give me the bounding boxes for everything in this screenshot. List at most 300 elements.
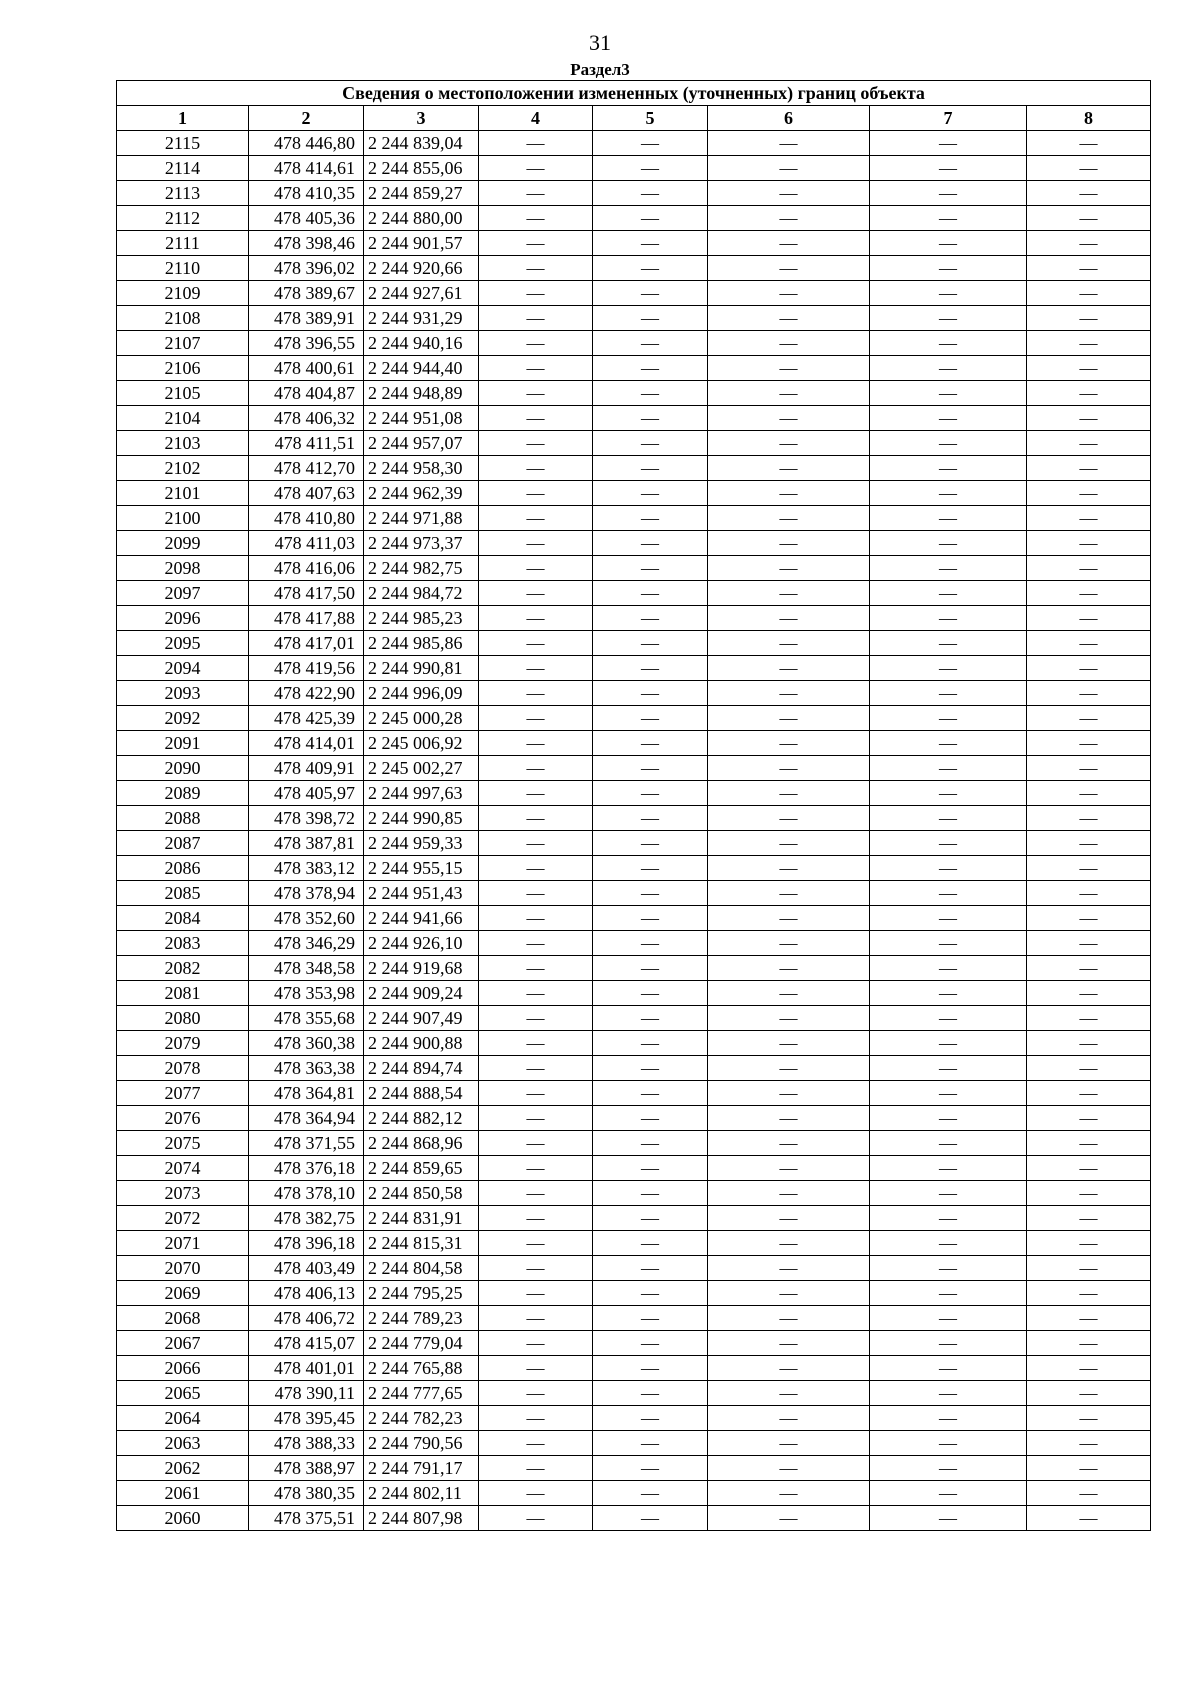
empty-dash-cell: —	[479, 331, 593, 356]
table-row	[117, 1406, 1151, 1431]
point-number-cell: 2070	[117, 1256, 249, 1281]
y-coordinate-cell: 2 244 997,63	[364, 781, 479, 806]
empty-dash-cell: —	[870, 1331, 1027, 1356]
point-number-cell: 2068	[117, 1306, 249, 1331]
x-coordinate-cell: 478 396,02	[249, 256, 364, 281]
empty-dash-cell: —	[1027, 856, 1151, 881]
table-row	[117, 156, 1151, 181]
empty-dash-cell: —	[708, 306, 870, 331]
point-number-cell: 2109	[117, 281, 249, 306]
empty-dash-cell: —	[708, 731, 870, 756]
column-header: 2	[249, 106, 364, 131]
column-header: 4	[479, 106, 593, 131]
empty-dash-cell: —	[1027, 1406, 1151, 1431]
empty-dash-cell: —	[479, 1331, 593, 1356]
empty-dash-cell: —	[708, 681, 870, 706]
y-coordinate-cell: 2 244 789,23	[364, 1306, 479, 1331]
x-coordinate-cell: 478 401,01	[249, 1356, 364, 1381]
y-coordinate-cell: 2 244 888,54	[364, 1081, 479, 1106]
empty-dash-cell: —	[870, 1156, 1027, 1181]
y-coordinate-cell: 2 245 006,92	[364, 731, 479, 756]
empty-dash-cell: —	[479, 356, 593, 381]
y-coordinate-cell: 2 244 985,23	[364, 606, 479, 631]
table-row	[117, 931, 1151, 956]
y-coordinate-cell: 2 244 941,66	[364, 906, 479, 931]
x-coordinate-cell: 478 406,13	[249, 1281, 364, 1306]
empty-dash-cell: —	[1027, 431, 1151, 456]
x-coordinate-cell: 478 364,94	[249, 1106, 364, 1131]
table-row	[117, 181, 1151, 206]
empty-dash-cell: —	[593, 656, 708, 681]
empty-dash-cell: —	[1027, 781, 1151, 806]
y-coordinate-cell: 2 244 982,75	[364, 556, 479, 581]
y-coordinate-cell: 2 244 990,81	[364, 656, 479, 681]
x-coordinate-cell: 478 417,88	[249, 606, 364, 631]
empty-dash-cell: —	[870, 1106, 1027, 1131]
x-coordinate-cell: 478 407,63	[249, 481, 364, 506]
table-row	[117, 606, 1151, 631]
point-number-cell: 2093	[117, 681, 249, 706]
x-coordinate-cell: 478 417,50	[249, 581, 364, 606]
empty-dash-cell: —	[708, 481, 870, 506]
empty-dash-cell: —	[1027, 306, 1151, 331]
y-coordinate-cell: 2 244 959,33	[364, 831, 479, 856]
point-number-cell: 2085	[117, 881, 249, 906]
empty-dash-cell: —	[870, 431, 1027, 456]
empty-dash-cell: —	[479, 1181, 593, 1206]
x-coordinate-cell: 478 415,07	[249, 1331, 364, 1356]
table-row	[117, 1306, 1151, 1331]
x-coordinate-cell: 478 425,39	[249, 706, 364, 731]
empty-dash-cell: —	[479, 1006, 593, 1031]
empty-dash-cell: —	[1027, 1481, 1151, 1506]
x-coordinate-cell: 478 375,51	[249, 1506, 364, 1531]
x-coordinate-cell: 478 422,90	[249, 681, 364, 706]
y-coordinate-cell: 2 244 790,56	[364, 1431, 479, 1456]
empty-dash-cell: —	[870, 531, 1027, 556]
empty-dash-cell: —	[593, 1431, 708, 1456]
empty-dash-cell: —	[708, 331, 870, 356]
y-coordinate-cell: 2 244 868,96	[364, 1131, 479, 1156]
empty-dash-cell: —	[593, 806, 708, 831]
x-coordinate-cell: 478 371,55	[249, 1131, 364, 1156]
empty-dash-cell: —	[870, 406, 1027, 431]
empty-dash-cell: —	[870, 1456, 1027, 1481]
empty-dash-cell: —	[870, 681, 1027, 706]
point-number-cell: 2096	[117, 606, 249, 631]
y-coordinate-cell: 2 245 000,28	[364, 706, 479, 731]
empty-dash-cell: —	[593, 1081, 708, 1106]
empty-dash-cell: —	[479, 1206, 593, 1231]
empty-dash-cell: —	[593, 1106, 708, 1131]
empty-dash-cell: —	[870, 956, 1027, 981]
x-coordinate-cell: 478 405,97	[249, 781, 364, 806]
x-coordinate-cell: 478 353,98	[249, 981, 364, 1006]
table-row	[117, 1081, 1151, 1106]
table-body	[117, 131, 1151, 1531]
point-number-cell: 2091	[117, 731, 249, 756]
point-number-cell: 2080	[117, 1006, 249, 1031]
empty-dash-cell: —	[870, 1506, 1027, 1531]
table-row	[117, 1506, 1151, 1531]
empty-dash-cell: —	[479, 1031, 593, 1056]
empty-dash-cell: —	[708, 931, 870, 956]
empty-dash-cell: —	[1027, 1256, 1151, 1281]
table-row	[117, 906, 1151, 931]
empty-dash-cell: —	[479, 531, 593, 556]
empty-dash-cell: —	[708, 1381, 870, 1406]
point-number-cell: 2067	[117, 1331, 249, 1356]
point-number-cell: 2075	[117, 1131, 249, 1156]
empty-dash-cell: —	[479, 856, 593, 881]
table-row	[117, 506, 1151, 531]
empty-dash-cell: —	[1027, 331, 1151, 356]
empty-dash-cell: —	[1027, 756, 1151, 781]
empty-dash-cell: —	[593, 1181, 708, 1206]
table-row	[117, 831, 1151, 856]
y-coordinate-cell: 2 244 802,11	[364, 1481, 479, 1506]
table-row	[117, 956, 1151, 981]
y-coordinate-cell: 2 244 855,06	[364, 156, 479, 181]
y-coordinate-cell: 2 244 894,74	[364, 1056, 479, 1081]
empty-dash-cell: —	[870, 481, 1027, 506]
y-coordinate-cell: 2 244 795,25	[364, 1281, 479, 1306]
x-coordinate-cell: 478 404,87	[249, 381, 364, 406]
table-row	[117, 581, 1151, 606]
table-row	[117, 331, 1151, 356]
empty-dash-cell: —	[870, 1006, 1027, 1031]
table-row	[117, 231, 1151, 256]
table-row	[117, 356, 1151, 381]
y-coordinate-cell: 2 244 807,98	[364, 1506, 479, 1531]
empty-dash-cell: —	[870, 1356, 1027, 1381]
empty-dash-cell: —	[1027, 1381, 1151, 1406]
point-number-cell: 2097	[117, 581, 249, 606]
empty-dash-cell: —	[870, 356, 1027, 381]
empty-dash-cell: —	[870, 1131, 1027, 1156]
point-number-cell: 2100	[117, 506, 249, 531]
table-row	[117, 556, 1151, 581]
x-coordinate-cell: 478 387,81	[249, 831, 364, 856]
x-coordinate-cell: 478 383,12	[249, 856, 364, 881]
table-row	[117, 781, 1151, 806]
table-row	[117, 981, 1151, 1006]
table-row	[117, 1206, 1151, 1231]
table-row	[117, 531, 1151, 556]
column-header: 6	[708, 106, 870, 131]
empty-dash-cell: —	[870, 656, 1027, 681]
empty-dash-cell: —	[1027, 881, 1151, 906]
y-coordinate-cell: 2 244 944,40	[364, 356, 479, 381]
point-number-cell: 2105	[117, 381, 249, 406]
empty-dash-cell: —	[593, 1306, 708, 1331]
y-coordinate-cell: 2 244 984,72	[364, 581, 479, 606]
empty-dash-cell: —	[870, 1081, 1027, 1106]
point-number-cell: 2087	[117, 831, 249, 856]
table-row	[117, 1156, 1151, 1181]
empty-dash-cell: —	[1027, 1156, 1151, 1181]
empty-dash-cell: —	[1027, 831, 1151, 856]
table-row	[117, 1356, 1151, 1381]
empty-dash-cell: —	[593, 156, 708, 181]
empty-dash-cell: —	[708, 131, 870, 156]
empty-dash-cell: —	[708, 1056, 870, 1081]
empty-dash-cell: —	[708, 831, 870, 856]
x-coordinate-cell: 478 406,72	[249, 1306, 364, 1331]
point-number-cell: 2101	[117, 481, 249, 506]
point-number-cell: 2072	[117, 1206, 249, 1231]
x-coordinate-cell: 478 405,36	[249, 206, 364, 231]
table-row	[117, 756, 1151, 781]
empty-dash-cell: —	[708, 431, 870, 456]
table-row	[117, 631, 1151, 656]
caption-row	[117, 81, 1151, 106]
empty-dash-cell: —	[870, 181, 1027, 206]
y-coordinate-cell: 2 244 996,09	[364, 681, 479, 706]
point-number-cell: 2060	[117, 1506, 249, 1531]
empty-dash-cell: —	[1027, 806, 1151, 831]
x-coordinate-cell: 478 360,38	[249, 1031, 364, 1056]
y-coordinate-cell: 2 244 957,07	[364, 431, 479, 456]
empty-dash-cell: —	[708, 1256, 870, 1281]
empty-dash-cell: —	[479, 481, 593, 506]
empty-dash-cell: —	[708, 456, 870, 481]
empty-dash-cell: —	[708, 956, 870, 981]
table-row	[117, 1031, 1151, 1056]
x-coordinate-cell: 478 414,61	[249, 156, 364, 181]
empty-dash-cell: —	[1027, 931, 1151, 956]
empty-dash-cell: —	[1027, 681, 1151, 706]
point-number-cell: 2086	[117, 856, 249, 881]
empty-dash-cell: —	[593, 356, 708, 381]
empty-dash-cell: —	[708, 881, 870, 906]
point-number-cell: 2064	[117, 1406, 249, 1431]
y-coordinate-cell: 2 244 900,88	[364, 1031, 479, 1056]
empty-dash-cell: —	[708, 981, 870, 1006]
empty-dash-cell: —	[708, 1281, 870, 1306]
empty-dash-cell: —	[479, 456, 593, 481]
x-coordinate-cell: 478 395,45	[249, 1406, 364, 1431]
empty-dash-cell: —	[870, 1281, 1027, 1306]
y-coordinate-cell: 2 244 850,58	[364, 1181, 479, 1206]
point-number-cell: 2111	[117, 231, 249, 256]
y-coordinate-cell: 2 245 002,27	[364, 756, 479, 781]
table-caption: Сведения о местоположении измененных (уточненных) границ объекта	[117, 81, 1151, 106]
empty-dash-cell: —	[870, 1181, 1027, 1206]
empty-dash-cell: —	[479, 556, 593, 581]
point-number-cell: 2066	[117, 1356, 249, 1381]
y-coordinate-cell: 2 244 951,43	[364, 881, 479, 906]
empty-dash-cell: —	[593, 131, 708, 156]
point-number-cell: 2079	[117, 1031, 249, 1056]
point-number-cell: 2062	[117, 1456, 249, 1481]
empty-dash-cell: —	[1027, 1506, 1151, 1531]
empty-dash-cell: —	[708, 1331, 870, 1356]
empty-dash-cell: —	[1027, 1181, 1151, 1206]
empty-dash-cell: —	[593, 256, 708, 281]
empty-dash-cell: —	[479, 1081, 593, 1106]
empty-dash-cell: —	[593, 1131, 708, 1156]
empty-dash-cell: —	[708, 781, 870, 806]
empty-dash-cell: —	[1027, 281, 1151, 306]
point-number-cell: 2073	[117, 1181, 249, 1206]
empty-dash-cell: —	[1027, 256, 1151, 281]
empty-dash-cell: —	[593, 1506, 708, 1531]
empty-dash-cell: —	[479, 1306, 593, 1331]
empty-dash-cell: —	[708, 1181, 870, 1206]
empty-dash-cell: —	[708, 706, 870, 731]
empty-dash-cell: —	[708, 1456, 870, 1481]
empty-dash-cell: —	[708, 756, 870, 781]
y-coordinate-cell: 2 244 919,68	[364, 956, 479, 981]
empty-dash-cell: —	[479, 781, 593, 806]
x-coordinate-cell: 478 352,60	[249, 906, 364, 931]
empty-dash-cell: —	[479, 631, 593, 656]
point-number-cell: 2114	[117, 156, 249, 181]
table-row	[117, 281, 1151, 306]
x-coordinate-cell: 478 396,18	[249, 1231, 364, 1256]
empty-dash-cell: —	[870, 1306, 1027, 1331]
y-coordinate-cell: 2 244 920,66	[364, 256, 479, 281]
empty-dash-cell: —	[1027, 1006, 1151, 1031]
table-row	[117, 1056, 1151, 1081]
point-number-cell: 2095	[117, 631, 249, 656]
point-number-cell: 2076	[117, 1106, 249, 1131]
empty-dash-cell: —	[708, 556, 870, 581]
empty-dash-cell: —	[870, 856, 1027, 881]
table-row	[117, 1281, 1151, 1306]
empty-dash-cell: —	[870, 981, 1027, 1006]
empty-dash-cell: —	[479, 306, 593, 331]
point-number-cell: 2103	[117, 431, 249, 456]
x-coordinate-cell: 478 376,18	[249, 1156, 364, 1181]
empty-dash-cell: —	[870, 756, 1027, 781]
empty-dash-cell: —	[708, 1031, 870, 1056]
empty-dash-cell: —	[1027, 131, 1151, 156]
table-row	[117, 431, 1151, 456]
empty-dash-cell: —	[708, 206, 870, 231]
y-coordinate-cell: 2 244 765,88	[364, 1356, 479, 1381]
empty-dash-cell: —	[870, 781, 1027, 806]
empty-dash-cell: —	[708, 281, 870, 306]
point-number-cell: 2078	[117, 1056, 249, 1081]
x-coordinate-cell: 478 389,67	[249, 281, 364, 306]
empty-dash-cell: —	[593, 431, 708, 456]
empty-dash-cell: —	[479, 281, 593, 306]
empty-dash-cell: —	[479, 1356, 593, 1381]
empty-dash-cell: —	[708, 1431, 870, 1456]
empty-dash-cell: —	[1027, 181, 1151, 206]
empty-dash-cell: —	[593, 856, 708, 881]
empty-dash-cell: —	[870, 881, 1027, 906]
empty-dash-cell: —	[870, 381, 1027, 406]
empty-dash-cell: —	[708, 1231, 870, 1256]
y-coordinate-cell: 2 244 804,58	[364, 1256, 479, 1281]
empty-dash-cell: —	[1027, 731, 1151, 756]
y-coordinate-cell: 2 244 990,85	[364, 806, 479, 831]
empty-dash-cell: —	[479, 731, 593, 756]
x-coordinate-cell: 478 419,56	[249, 656, 364, 681]
empty-dash-cell: —	[708, 806, 870, 831]
empty-dash-cell: —	[708, 231, 870, 256]
point-number-cell: 2099	[117, 531, 249, 556]
empty-dash-cell: —	[1027, 1281, 1151, 1306]
point-number-cell: 2071	[117, 1231, 249, 1256]
empty-dash-cell: —	[870, 706, 1027, 731]
empty-dash-cell: —	[1027, 656, 1151, 681]
empty-dash-cell: —	[708, 1356, 870, 1381]
table-row	[117, 731, 1151, 756]
x-coordinate-cell: 478 417,01	[249, 631, 364, 656]
y-coordinate-cell: 2 244 931,29	[364, 306, 479, 331]
empty-dash-cell: —	[479, 1481, 593, 1506]
point-number-cell: 2065	[117, 1381, 249, 1406]
empty-dash-cell: —	[479, 131, 593, 156]
empty-dash-cell: —	[479, 581, 593, 606]
empty-dash-cell: —	[593, 1056, 708, 1081]
empty-dash-cell: —	[593, 331, 708, 356]
empty-dash-cell: —	[1027, 1231, 1151, 1256]
empty-dash-cell: —	[479, 1156, 593, 1181]
empty-dash-cell: —	[708, 1306, 870, 1331]
empty-dash-cell: —	[708, 906, 870, 931]
empty-dash-cell: —	[1027, 606, 1151, 631]
x-coordinate-cell: 478 388,33	[249, 1431, 364, 1456]
empty-dash-cell: —	[708, 1506, 870, 1531]
empty-dash-cell: —	[708, 356, 870, 381]
x-coordinate-cell: 478 403,49	[249, 1256, 364, 1281]
table-row	[117, 1481, 1151, 1506]
column-header-row	[117, 106, 1151, 131]
empty-dash-cell: —	[870, 931, 1027, 956]
point-number-cell: 2074	[117, 1156, 249, 1181]
empty-dash-cell: —	[593, 831, 708, 856]
empty-dash-cell: —	[870, 581, 1027, 606]
table-row	[117, 1381, 1151, 1406]
empty-dash-cell: —	[1027, 1056, 1151, 1081]
y-coordinate-cell: 2 244 985,86	[364, 631, 479, 656]
y-coordinate-cell: 2 244 831,91	[364, 1206, 479, 1231]
empty-dash-cell: —	[593, 531, 708, 556]
empty-dash-cell: —	[593, 981, 708, 1006]
empty-dash-cell: —	[479, 506, 593, 531]
empty-dash-cell: —	[593, 706, 708, 731]
y-coordinate-cell: 2 244 907,49	[364, 1006, 479, 1031]
empty-dash-cell: —	[708, 531, 870, 556]
y-coordinate-cell: 2 244 973,37	[364, 531, 479, 556]
point-number-cell: 2098	[117, 556, 249, 581]
point-number-cell: 2094	[117, 656, 249, 681]
y-coordinate-cell: 2 244 962,39	[364, 481, 479, 506]
column-header: 1	[117, 106, 249, 131]
empty-dash-cell: —	[593, 306, 708, 331]
point-number-cell: 2107	[117, 331, 249, 356]
empty-dash-cell: —	[593, 906, 708, 931]
empty-dash-cell: —	[1027, 1131, 1151, 1156]
y-coordinate-cell: 2 244 777,65	[364, 1381, 479, 1406]
empty-dash-cell: —	[593, 181, 708, 206]
empty-dash-cell: —	[593, 1031, 708, 1056]
empty-dash-cell: —	[1027, 156, 1151, 181]
empty-dash-cell: —	[1027, 956, 1151, 981]
empty-dash-cell: —	[593, 406, 708, 431]
empty-dash-cell: —	[479, 1381, 593, 1406]
x-coordinate-cell: 478 414,01	[249, 731, 364, 756]
point-number-cell: 2104	[117, 406, 249, 431]
empty-dash-cell: —	[593, 681, 708, 706]
empty-dash-cell: —	[870, 131, 1027, 156]
empty-dash-cell: —	[479, 1281, 593, 1306]
